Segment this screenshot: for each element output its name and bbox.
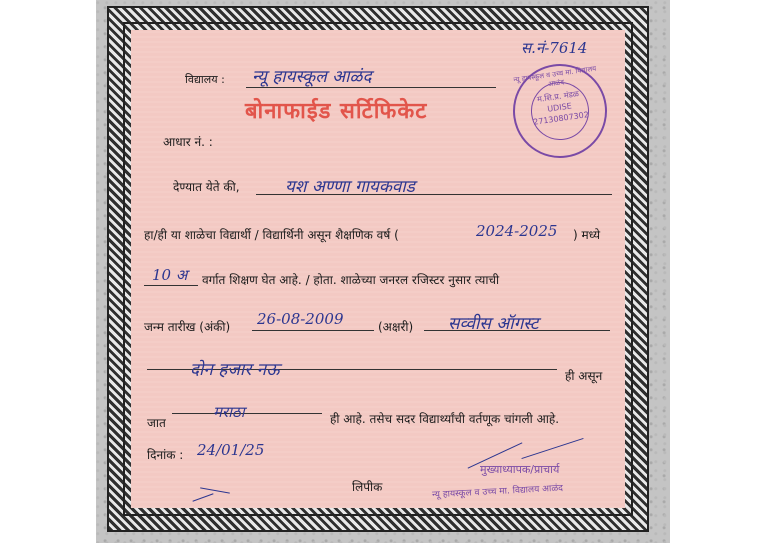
aadhar-label: आधार नं. : bbox=[163, 135, 213, 149]
school-label: विद्यालय : bbox=[185, 73, 225, 86]
dob-underline bbox=[252, 330, 374, 331]
school-name: न्यू हायस्कूल आळंद bbox=[252, 67, 372, 87]
words-label: (अक्षरी) bbox=[378, 320, 414, 334]
date-label: दिनांक : bbox=[147, 448, 184, 462]
student-name: यश अण्णा गायकवाड bbox=[285, 177, 415, 197]
stamp-inner-text: म.शि.प्र. मंडळ UDISE 27130807302 bbox=[527, 78, 593, 144]
line3-text: हा/ही या शाळेचा विद्यार्थी / विद्यार्थिनी असून शैक्षणिक वर्ष ( bbox=[144, 228, 399, 242]
stamp-outer-text: न्यू हायस्कूल व उच्च मा. विद्यालय आळंद bbox=[512, 64, 597, 89]
caste-label: जात bbox=[147, 416, 166, 430]
line3-end: ) मध्ये bbox=[573, 228, 601, 242]
principal-stamp-text: न्यू हायस्कूल व उच्च मा. विद्यालय आळंद bbox=[431, 483, 564, 501]
class-value: 10 अ bbox=[152, 266, 188, 284]
line4-text: वर्गात शिक्षण घेत आहे. / होता. शाळेच्या जनरल रजिस्टर नुसार त्याची bbox=[202, 273, 500, 287]
clerk-label: लिपीक bbox=[352, 480, 383, 494]
school-stamp bbox=[507, 58, 613, 164]
is-label: ही असून bbox=[565, 369, 603, 383]
caste-underline bbox=[172, 413, 322, 414]
dob-digits: 26-08-2009 bbox=[257, 310, 344, 328]
certificate-title: बोनाफाईड सर्टिफिकेट bbox=[245, 99, 428, 124]
principal-label: मुख्याध्यापक/प्राचार्य bbox=[480, 463, 560, 476]
conduct-text: ही आहे. तसेच सदर विद्यार्थ्यांची वर्तणूक चांगली आहे. bbox=[330, 412, 560, 426]
dob-words-1: सव्वीस ऑगस्ट bbox=[448, 314, 539, 334]
caste-value: मराठा bbox=[213, 403, 245, 421]
academic-year: 2024-2025 bbox=[476, 222, 558, 240]
dob-words-2: दोन हजार नऊ bbox=[190, 360, 280, 380]
school-underline bbox=[246, 87, 496, 88]
serial-number: स.नं-7614 bbox=[521, 39, 588, 57]
class-underline bbox=[144, 285, 198, 286]
given-label: देण्यात येते की, bbox=[173, 180, 240, 194]
dob-label: जन्म तारीख (अंकी) bbox=[144, 320, 231, 334]
date-value: 24/01/25 bbox=[197, 441, 265, 459]
